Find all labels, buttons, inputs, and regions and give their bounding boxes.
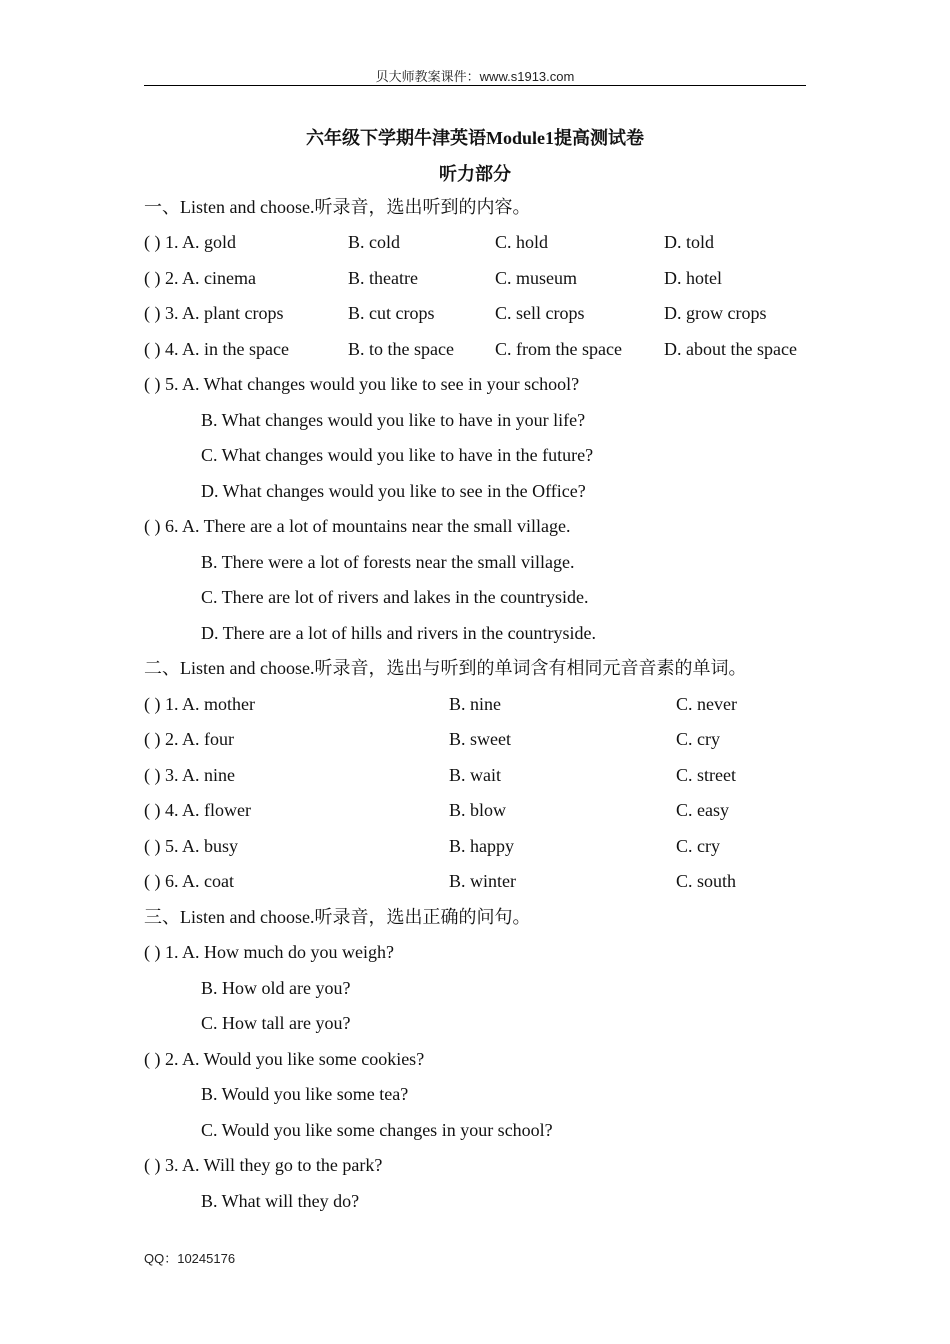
option-c: C. from the space <box>495 339 622 359</box>
option-line: B. How old are you? <box>201 978 351 998</box>
option-c: C. cry <box>676 836 720 856</box>
option-c: C. sell crops <box>495 303 585 323</box>
question-text: ( ) 6. A. There are a lot of mountains near the small village. <box>144 516 571 536</box>
option-b: B. to the space <box>348 339 454 359</box>
option-d: D. about the space <box>664 339 797 359</box>
section-heading-2: 二、Listen and choose.听录音，选出与听到的单词含有相同元音音素的单词。 <box>144 658 747 678</box>
option-b: B. sweet <box>449 729 511 749</box>
page-title: 六年级下学期牛津英语Module1提高测试卷 <box>306 128 644 148</box>
header-divider <box>144 85 806 86</box>
option-b: B. nine <box>449 694 501 714</box>
question-text: ( ) 2. A. four <box>144 729 234 749</box>
option-c: C. easy <box>676 800 729 820</box>
option-d: D. hotel <box>664 268 722 288</box>
option-b: B. wait <box>449 765 501 785</box>
option-line: C. There are lot of rivers and lakes in the countryside. <box>201 587 589 607</box>
question-text: ( ) 5. A. busy <box>144 836 238 856</box>
page-footer: QQ：10245176 <box>144 1251 236 1266</box>
question-text: ( ) 5. A. What changes would you like to see in your school? <box>144 374 580 394</box>
question-text: ( ) 1. A. mother <box>144 694 255 714</box>
option-line: B. There were a lot of forests near the small village. <box>201 552 575 572</box>
question-text: ( ) 3. A. Will they go to the park? <box>144 1155 383 1175</box>
section-heading-3: 三、Listen and choose.听录音，选出正确的问句。 <box>144 907 531 927</box>
option-b: B. theatre <box>348 268 418 288</box>
option-line: D. What changes would you like to see in the Office? <box>201 481 586 501</box>
question-text: ( ) 3. A. plant crops <box>144 303 284 323</box>
question-text: ( ) 2. A. Would you like some cookies? <box>144 1049 425 1069</box>
section-heading-1: 一、Listen and choose.听录音，选出听到的内容。 <box>144 197 531 217</box>
option-line: B. What will they do? <box>201 1191 360 1211</box>
question-text: ( ) 4. A. flower <box>144 800 251 820</box>
option-c: C. cry <box>676 729 720 749</box>
option-line: C. What changes would you like to have in the future? <box>201 445 594 465</box>
option-d: D. told <box>664 232 715 252</box>
question-text: ( ) 1. A. gold <box>144 232 236 252</box>
option-line: B. Would you like some tea? <box>201 1084 409 1104</box>
option-b: B. happy <box>449 836 514 856</box>
question-text: ( ) 4. A. in the space <box>144 339 289 359</box>
option-line: C. How tall are you? <box>201 1013 351 1033</box>
option-b: B. blow <box>449 800 507 820</box>
question-text: ( ) 3. A. nine <box>144 765 235 785</box>
option-c: C. museum <box>495 268 578 288</box>
option-c: C. hold <box>495 232 549 252</box>
option-d: D. grow crops <box>664 303 767 323</box>
option-b: B. cut crops <box>348 303 435 323</box>
option-b: B. winter <box>449 871 516 891</box>
option-line: C. Would you like some changes in your school? <box>201 1120 553 1140</box>
option-line: B. What changes would you like to have in your life? <box>201 410 586 430</box>
option-line: D. There are a lot of hills and rivers in the countryside. <box>201 623 597 643</box>
question-text: ( ) 6. A. coat <box>144 871 234 891</box>
question-text: ( ) 2. A. cinema <box>144 268 256 288</box>
page-header: 贝大师教案课件：www.s1913.com <box>375 69 575 84</box>
page-subtitle: 听力部分 <box>439 164 511 184</box>
option-c: C. never <box>676 694 737 714</box>
option-b: B. cold <box>348 232 400 252</box>
question-text: ( ) 1. A. How much do you weigh? <box>144 942 394 962</box>
option-c: C. south <box>676 871 737 891</box>
option-c: C. street <box>676 765 736 785</box>
